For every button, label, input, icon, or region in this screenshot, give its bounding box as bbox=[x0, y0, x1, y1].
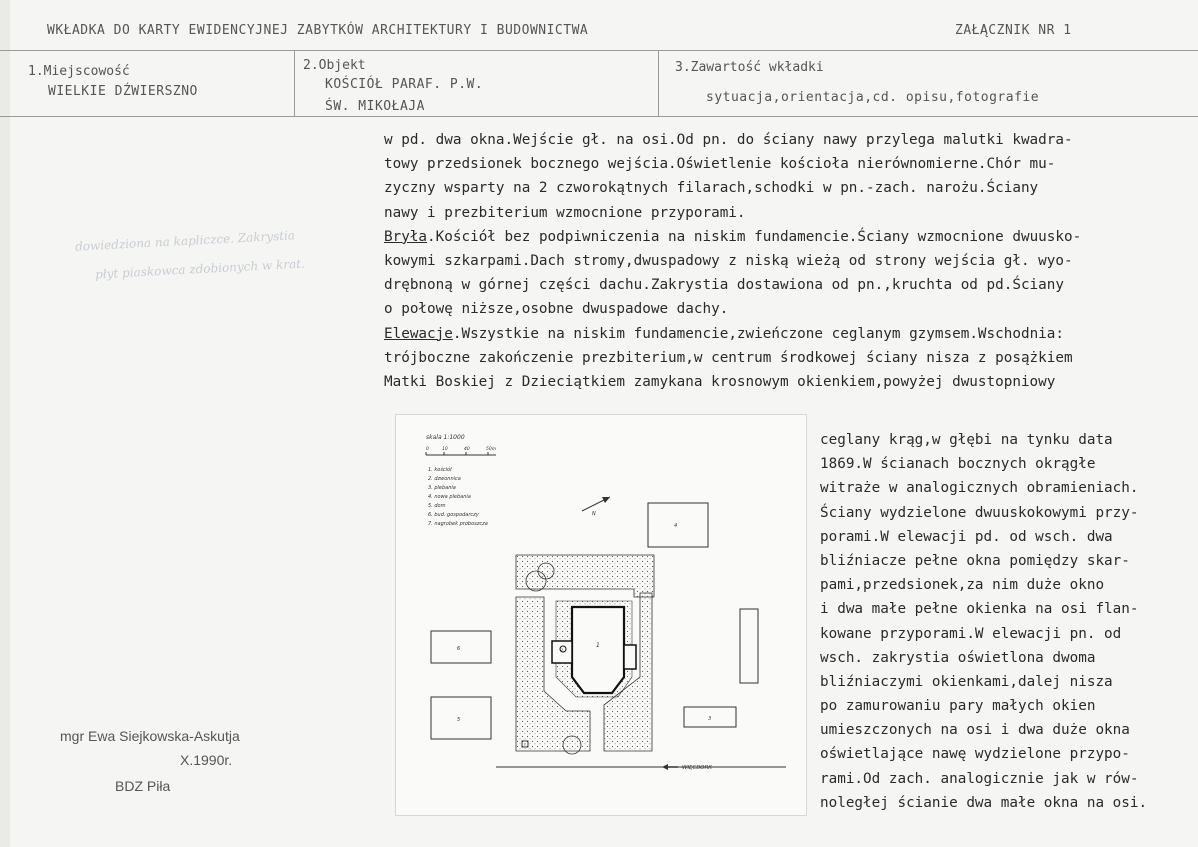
legend-item: 1. kościół bbox=[428, 467, 452, 473]
site-plan bbox=[395, 414, 807, 816]
building-number: 6 bbox=[457, 646, 461, 652]
elewacje-line1-rest: .Wszystkie na niskim fundamencie,zwieńczone ceglanym gzymsem.Wschodnia: bbox=[452, 325, 1065, 342]
bryla-line1 bbox=[384, 225, 1194, 249]
building-number: 1 bbox=[596, 642, 600, 649]
elewacje-line: Matki Boskiej z Dzieciątkiem zamykana krosnowym okienkiem,powyżej dwustopniowy bbox=[384, 373, 1056, 390]
north-arrow-icon bbox=[582, 497, 610, 511]
building-5 bbox=[431, 697, 491, 739]
scale-tick-label: 40 bbox=[464, 447, 470, 452]
bryla-line: drębnoną w górnej części dachu.Zakrystia dostawiona od pn.,kruchta od pd.Ściany bbox=[384, 277, 1064, 294]
contents-value: sytuacja,orientacja,cd. opisu,fotografie bbox=[706, 90, 1040, 105]
object-label: 2.Objekt bbox=[303, 58, 366, 73]
body-line: zyczny wsparty na 2 czworokątnych filarach,schodki w pn.-zach. narożu.Ściany bbox=[384, 180, 1039, 197]
field-divider-2 bbox=[658, 50, 659, 116]
author-name: mgr Ewa Siejkowska-Askutja bbox=[60, 728, 240, 744]
wrap-line: pami,przedsionek,za nim duże okno bbox=[820, 577, 1105, 594]
locality-value: WIELKIE DŹWIERSZNO bbox=[48, 84, 198, 99]
legend-item: 2. dzwonnica bbox=[428, 476, 461, 482]
wrap-line: umieszczonych na osi i dwa duże okna bbox=[820, 722, 1130, 739]
building-number: 2 bbox=[561, 648, 564, 652]
object-value-line1: KOŚCIÓŁ PARAF. P.W. bbox=[325, 77, 484, 92]
building-6 bbox=[431, 631, 491, 663]
card-title: WKŁADKA DO KARTY EWIDENCYJNEJ ZABYTKÓW ARCHITEKTURY I BUDOWNICTWA bbox=[47, 23, 589, 38]
wrap-line: ceglany krąg,w głębi na tynku data bbox=[820, 432, 1113, 448]
wrap-line: noległej ścianie dwa małe okna na osi. bbox=[820, 794, 1148, 811]
author-office: BDZ Piła bbox=[115, 778, 171, 794]
wrap-line: rami.Od zach. analogicznie jak w rów- bbox=[820, 770, 1139, 787]
annex-label: ZAŁĄCZNIK NR 1 bbox=[955, 23, 1072, 38]
legend-item: 4. nowa plebania bbox=[428, 494, 471, 500]
wrap-line: bliźniaczymi okienkami,dalej nisza bbox=[820, 673, 1113, 690]
wrap-line: porami.W elewacji pd. od wsch. dwa bbox=[820, 528, 1113, 545]
church-sacristy bbox=[624, 645, 636, 669]
field-divider-1 bbox=[294, 50, 295, 116]
wrap-line: po zamurowaniu pary małych okien bbox=[820, 698, 1096, 715]
wrap-line: 1869.W ścianach bocznych okrągłe bbox=[820, 456, 1096, 473]
building-outbuilding bbox=[740, 609, 758, 683]
wrap-line: witraże w analogicznych obramieniach. bbox=[820, 480, 1139, 497]
fields-rule bbox=[0, 116, 1198, 117]
description-text-continued bbox=[820, 428, 1198, 815]
elewacje-line1 bbox=[384, 322, 1194, 346]
bryla-heading: Bryła bbox=[384, 228, 428, 245]
legend-item: 7. nagrobek proboszcza bbox=[428, 521, 488, 527]
wrap-line: Ściany wydzielone dwuuskokowymi przy- bbox=[820, 504, 1139, 521]
card-left-edge bbox=[0, 0, 10, 847]
body-line: nawy i prezbiterium wzmocnione przyporami. bbox=[384, 204, 746, 221]
wrap-line: bliźniacze pełne okna pomiędzy skar- bbox=[820, 552, 1130, 569]
scale-tick-label: 10 bbox=[442, 447, 448, 452]
wrap-line: i dwa małe pełne okienka na osi flan- bbox=[820, 601, 1139, 618]
header-rule bbox=[0, 50, 1198, 51]
wrap-line: kowane przyporami.W elewacji pn. od bbox=[820, 625, 1122, 642]
contents-label: 3.Zawartość wkładki bbox=[675, 60, 824, 75]
body-line: towy przedsionek bocznego wejścia.Oświetlenie kościoła nierównomierne.Chór mu- bbox=[384, 156, 1056, 173]
north-label: N bbox=[592, 511, 596, 517]
author-date: X.1990r. bbox=[180, 752, 233, 768]
scale-label: skala 1:1000 bbox=[426, 434, 465, 441]
scale-tick-label: 50m bbox=[486, 447, 497, 452]
wrap-line: wsch. zakrystia oświetlona dwoma bbox=[820, 649, 1096, 666]
building-number: 5 bbox=[457, 717, 461, 723]
building-number: 7 bbox=[523, 743, 526, 747]
elewacje-heading: Elewacje bbox=[384, 325, 453, 342]
building-number: 3 bbox=[708, 716, 712, 722]
bryla-line: o połowę niższe,osobne dwuspadowe dachy. bbox=[384, 301, 729, 318]
bryla-line: kowymi szkarpami.Dach stromy,dwuspadowy z niską wieżą od strony wejścia gł. wyo- bbox=[384, 252, 1073, 269]
scale-tick-label: 0 bbox=[426, 447, 429, 452]
legend-item: 3. plebania bbox=[428, 485, 456, 491]
object-value-line2: ŚW. MIKOŁAJA bbox=[325, 99, 425, 114]
bleed-through-line1: dowiedziona na kapliczce. Zakrystia bbox=[74, 228, 296, 254]
building-number: 4 bbox=[674, 523, 678, 529]
legend-item: 5. dom bbox=[428, 503, 446, 509]
bryla-line1-rest: .Kościół bez podpiwniczenia na niskim fundamencie.Ściany wzmocnione dwuusko- bbox=[427, 228, 1082, 245]
legend-item: 6. bud. gospodarczy bbox=[428, 512, 479, 518]
wrap-line: oświetlające nawę wydzielone przypo- bbox=[820, 746, 1130, 763]
locality-label: 1.Miejscowość bbox=[28, 64, 130, 79]
elewacje-line: trójboczne zakończenie prezbiterium,w centrum środkowej ściany nisza z posążkiem bbox=[384, 349, 1073, 366]
building-4 bbox=[648, 503, 708, 547]
site-plan-drawing bbox=[396, 415, 806, 815]
description-text bbox=[384, 128, 1194, 394]
body-line: w pd. dwa okna.Wejście gł. na osi.Od pn. do ściany nawy przylega malutki kwadra- bbox=[384, 132, 1073, 148]
bleed-through-line2: płyt piaskowca zdobionych w krat. bbox=[94, 256, 306, 282]
road-arrowhead-icon bbox=[662, 764, 668, 770]
church-building bbox=[572, 607, 624, 693]
road-label: WIĘCBORK bbox=[682, 765, 712, 771]
